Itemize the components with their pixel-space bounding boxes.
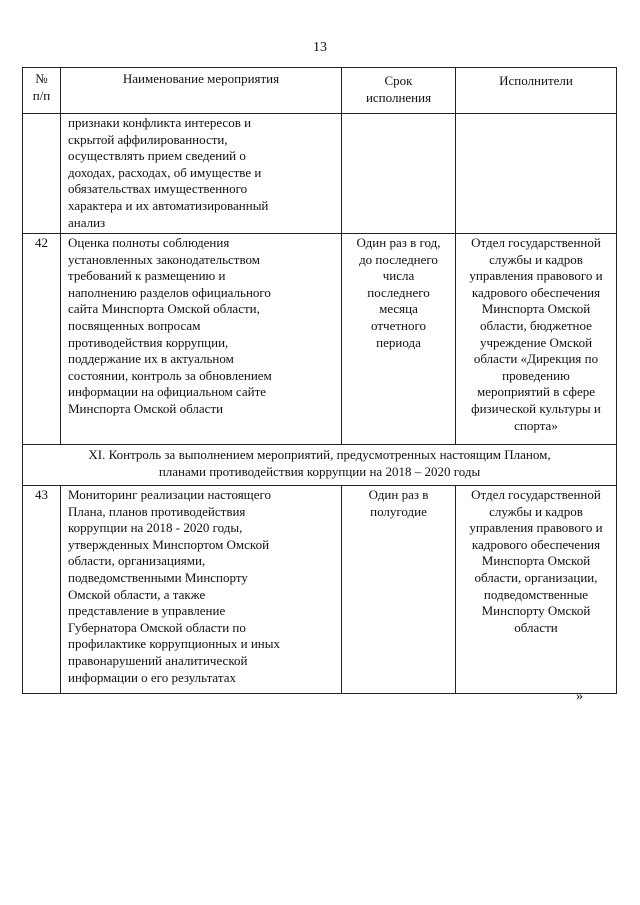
row-deadline: Один раз в полугодие	[342, 486, 456, 694]
row-event-name: Оценка полноты соблюдения установленных законодательством требований к размещению и наполнению разделов официального сайта Минспорта Омской области, посвященных вопросам противодействия коррупции, поддержание их в актуальном состоянии, контроль за обновлением информации на официальном сайте Минспорта Омской области	[61, 234, 342, 445]
table-row	[23, 234, 617, 445]
header-deadline: Срок исполнения	[342, 68, 456, 114]
page-number: 13	[313, 40, 327, 55]
row-deadline: Один раз в год, до последнего числа последнего месяца отчетного периода	[342, 234, 456, 445]
row-number-cell	[23, 114, 61, 234]
row-executors: Отдел государственной службы и кадров управления правового и кадрового обеспечения Минспорта Омской области, организации, подведомственные Минспорту Омской области	[456, 486, 617, 694]
section-title: XI. Контроль за выполнением мероприятий, предусмотренных настоящим Планом, планами противодействия коррупции на 2018 – 2020 годы	[23, 445, 617, 486]
row-event-name: признаки конфликта интересов и скрытой аффилированности, осуществлять прием сведений о доходах, расходах, об имуществе и обязательствах имущественного характера и их автоматизированный анализ	[61, 114, 342, 234]
header-event-name: Наименование мероприятия	[61, 68, 342, 114]
header-number: № п/п	[23, 68, 61, 114]
anticorruption-plan-table	[22, 67, 617, 694]
table-header-row	[23, 68, 617, 114]
table-row	[23, 486, 617, 694]
row-deadline	[342, 114, 456, 234]
row-number: 43	[23, 486, 61, 694]
row-executors: Отдел государственной службы и кадров управления правового и кадрового обеспечения Минспорта Омской области, бюджетное учреждение Омской области «Дирекция по проведению мероприятий в сфере физической культуры и спорта»	[456, 234, 617, 445]
row-number: 42	[23, 234, 61, 445]
table-row	[23, 114, 617, 234]
closing-quote-mark: »	[576, 689, 583, 704]
row-executors	[456, 114, 617, 234]
row-event-name: Мониторинг реализации настоящего Плана, планов противодействия коррупции на 2018 - 2020 годы, утвержденных Минспортом Омской области, организациями, подведомственными Минспорту Омской области, а также представление в управление Губернатора Омской области по профилактике коррупционных и иных правонарушений аналитической информации о его результатах	[61, 486, 342, 694]
header-executors: Исполнители	[456, 68, 617, 114]
section-row	[23, 445, 617, 486]
